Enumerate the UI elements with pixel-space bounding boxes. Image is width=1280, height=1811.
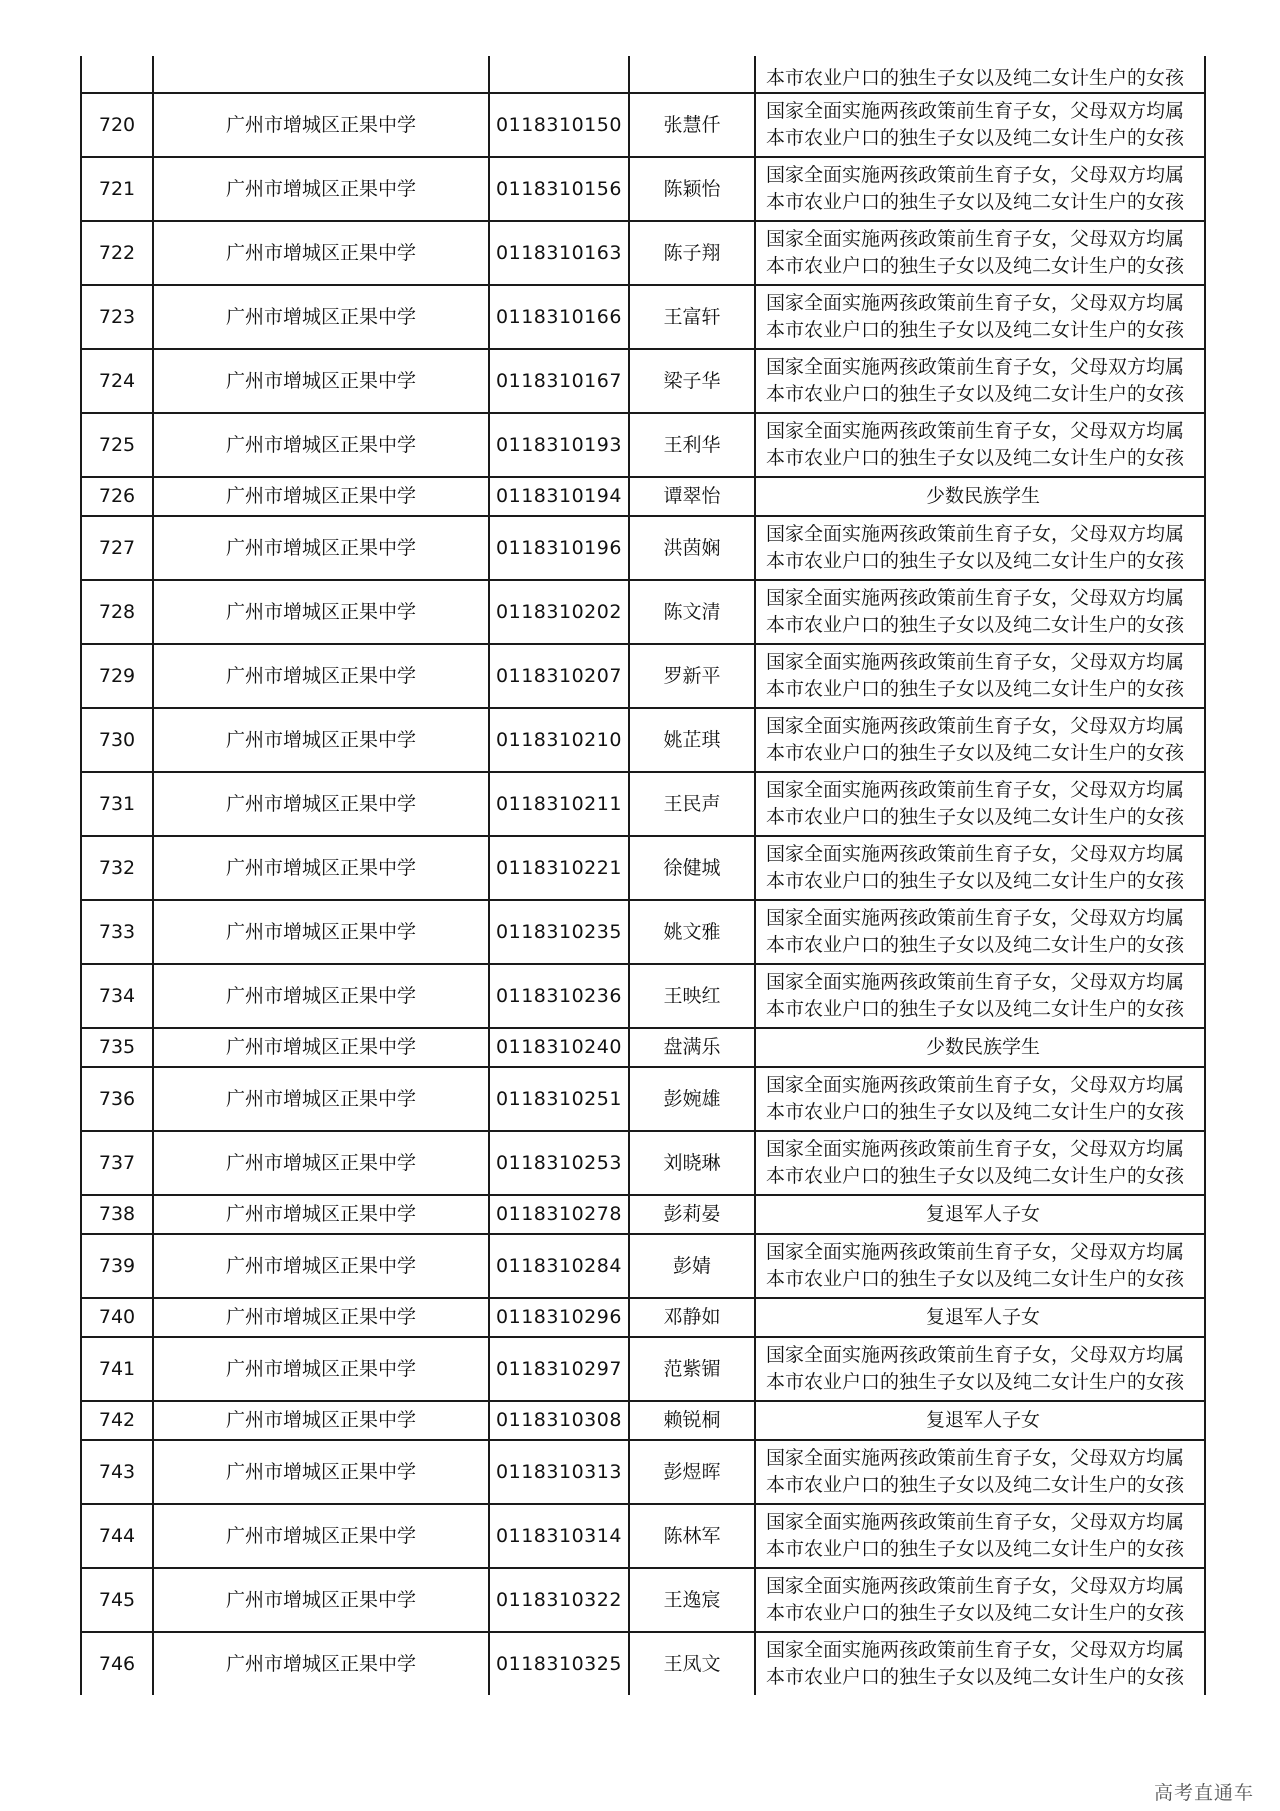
cell-student-id: 0118310240 — [489, 1028, 629, 1067]
cell-name: 邓静如 — [629, 1298, 755, 1337]
category-line: 本市农业户口的独生子女以及纯二女计生户的女孩 — [766, 1101, 1185, 1123]
table-row — [81, 413, 1205, 477]
cell-school: 广州市增城区正果中学 — [153, 413, 489, 477]
cell-number: 741 — [81, 1337, 153, 1401]
category-line: 本市农业户口的独生子女以及纯二女计生户的女孩 — [766, 678, 1185, 700]
cell-name: 赖锐桐 — [629, 1401, 755, 1440]
table-row — [81, 1632, 1205, 1695]
cell-name: 王利华 — [629, 413, 755, 477]
cell-name: 王逸宸 — [629, 1568, 755, 1632]
category-line: 国家全面实施两孩政策前生育子女，父母双方均属 — [766, 356, 1185, 378]
cell-number — [81, 56, 153, 93]
category-line: 本市农业户口的独生子女以及纯二女计生户的女孩 — [766, 870, 1185, 892]
cell-student-id: 0118310313 — [489, 1440, 629, 1504]
cell-category — [755, 516, 1205, 580]
table-row — [81, 477, 1205, 516]
cell-number: 724 — [81, 349, 153, 413]
table-row — [81, 836, 1205, 900]
cell-name: 谭翠怡 — [629, 477, 755, 516]
cell-number: 734 — [81, 964, 153, 1028]
cell-name: 彭婧 — [629, 1234, 755, 1298]
cell-school: 广州市增城区正果中学 — [153, 1440, 489, 1504]
cell-name: 彭莉晏 — [629, 1195, 755, 1234]
cell-name: 王民声 — [629, 772, 755, 836]
cell-category — [755, 56, 1205, 93]
table-row — [81, 1568, 1205, 1632]
cell-student-id: 0118310284 — [489, 1234, 629, 1298]
cell-category — [755, 1028, 1205, 1067]
category-line: 国家全面实施两孩政策前生育子女，父母双方均属 — [766, 1241, 1185, 1263]
table-row — [81, 285, 1205, 349]
cell-category — [755, 836, 1205, 900]
cell-student-id: 0118310207 — [489, 644, 629, 708]
cell-name: 王富轩 — [629, 285, 755, 349]
cell-student-id: 0118310196 — [489, 516, 629, 580]
category-line: 国家全面实施两孩政策前生育子女，父母双方均属 — [766, 651, 1185, 673]
cell-number: 742 — [81, 1401, 153, 1440]
cell-name: 陈林军 — [629, 1504, 755, 1568]
cell-number: 738 — [81, 1195, 153, 1234]
cell-school: 广州市增城区正果中学 — [153, 1298, 489, 1337]
cell-category — [755, 1632, 1205, 1695]
cell-number: 740 — [81, 1298, 153, 1337]
cell-school: 广州市增城区正果中学 — [153, 1234, 489, 1298]
category-line: 国家全面实施两孩政策前生育子女，父母双方均属 — [766, 779, 1185, 801]
cell-name: 陈文清 — [629, 580, 755, 644]
table-row — [81, 964, 1205, 1028]
cell-number: 723 — [81, 285, 153, 349]
cell-number: 735 — [81, 1028, 153, 1067]
cell-number: 736 — [81, 1067, 153, 1131]
category-line: 本市农业户口的独生子女以及纯二女计生户的女孩 — [766, 1602, 1185, 1624]
table-row — [81, 1234, 1205, 1298]
table-body — [81, 56, 1205, 1695]
category-line: 国家全面实施两孩政策前生育子女，父母双方均属 — [766, 1639, 1185, 1661]
category-line: 本市农业户口的独生子女以及纯二女计生户的女孩 — [766, 806, 1185, 828]
cell-name: 姚文雅 — [629, 900, 755, 964]
cell-student-id: 0118310221 — [489, 836, 629, 900]
cell-school: 广州市增城区正果中学 — [153, 93, 489, 157]
cell-category — [755, 964, 1205, 1028]
cell-number: 721 — [81, 157, 153, 221]
cell-category — [755, 1067, 1205, 1131]
cell-name: 罗新平 — [629, 644, 755, 708]
cell-number: 745 — [81, 1568, 153, 1632]
cell-category — [755, 477, 1205, 516]
table-row — [81, 157, 1205, 221]
cell-number: 730 — [81, 708, 153, 772]
category-line: 本市农业户口的独生子女以及纯二女计生户的女孩 — [766, 255, 1185, 277]
cell-student-id: 0118310314 — [489, 1504, 629, 1568]
cell-name: 范紫镅 — [629, 1337, 755, 1401]
category-line: 国家全面实施两孩政策前生育子女，父母双方均属 — [766, 907, 1185, 929]
cell-category — [755, 93, 1205, 157]
cell-number: 746 — [81, 1632, 153, 1695]
category-line: 本市农业户口的独生子女以及纯二女计生户的女孩 — [766, 550, 1185, 572]
category-line: 国家全面实施两孩政策前生育子女，父母双方均属 — [766, 100, 1185, 122]
cell-number: 729 — [81, 644, 153, 708]
cell-number: 732 — [81, 836, 153, 900]
cell-student-id: 0118310194 — [489, 477, 629, 516]
category-line: 本市农业户口的独生子女以及纯二女计生户的女孩 — [766, 1371, 1185, 1393]
watermark-text: 高考直通车 — [1153, 1782, 1254, 1804]
cell-number: 731 — [81, 772, 153, 836]
table-row — [81, 1195, 1205, 1234]
table-row — [81, 349, 1205, 413]
table-row — [81, 1028, 1205, 1067]
cell-number: 726 — [81, 477, 153, 516]
cell-student-id: 0118310278 — [489, 1195, 629, 1234]
partial-table-row — [81, 56, 1205, 93]
category-line: 本市农业户口的独生子女以及纯二女计生户的女孩 — [766, 1538, 1185, 1560]
cell-school: 广州市增城区正果中学 — [153, 157, 489, 221]
cell-number: 733 — [81, 900, 153, 964]
cell-school: 广州市增城区正果中学 — [153, 708, 489, 772]
cell-school: 广州市增城区正果中学 — [153, 1337, 489, 1401]
cell-category — [755, 413, 1205, 477]
cell-name — [629, 56, 755, 93]
cell-school — [153, 56, 489, 93]
category-line: 本市农业户口的独生子女以及纯二女计生户的女孩 — [766, 1165, 1185, 1187]
cell-category — [755, 772, 1205, 836]
category-line: 本市农业户口的独生子女以及纯二女计生户的女孩 — [766, 1474, 1185, 1496]
cell-name: 盘满乐 — [629, 1028, 755, 1067]
category-line: 本市农业户口的独生子女以及纯二女计生户的女孩 — [766, 383, 1185, 405]
table-row — [81, 1067, 1205, 1131]
category-line: 本市农业户口的独生子女以及纯二女计生户的女孩 — [766, 742, 1185, 764]
cell-student-id: 0118310308 — [489, 1401, 629, 1440]
category-line: 本市农业户口的独生子女以及纯二女计生户的女孩 — [766, 447, 1185, 469]
cell-category — [755, 1195, 1205, 1234]
cell-category — [755, 157, 1205, 221]
cell-student-id: 0118310166 — [489, 285, 629, 349]
cell-category — [755, 1131, 1205, 1195]
category-line: 国家全面实施两孩政策前生育子女，父母双方均属 — [766, 228, 1185, 250]
cell-category — [755, 708, 1205, 772]
cell-student-id: 0118310251 — [489, 1067, 629, 1131]
cell-name: 姚芷琪 — [629, 708, 755, 772]
cell-school: 广州市增城区正果中学 — [153, 900, 489, 964]
cell-category — [755, 285, 1205, 349]
cell-category — [755, 1504, 1205, 1568]
category-line: 国家全面实施两孩政策前生育子女，父母双方均属 — [766, 1138, 1185, 1160]
cell-school: 广州市增城区正果中学 — [153, 644, 489, 708]
cell-school: 广州市增城区正果中学 — [153, 1401, 489, 1440]
category-line: 国家全面实施两孩政策前生育子女，父母双方均属 — [766, 1575, 1185, 1597]
cell-category — [755, 349, 1205, 413]
cell-name: 洪茵娴 — [629, 516, 755, 580]
cell-number: 722 — [81, 221, 153, 285]
cell-category — [755, 1337, 1205, 1401]
student-table — [80, 56, 1206, 1695]
cell-school: 广州市增城区正果中学 — [153, 1028, 489, 1067]
cell-student-id: 0118310156 — [489, 157, 629, 221]
cell-school: 广州市增城区正果中学 — [153, 516, 489, 580]
category-line: 本市农业户口的独生子女以及纯二女计生户的女孩 — [766, 934, 1185, 956]
cell-name: 徐健城 — [629, 836, 755, 900]
cell-category — [755, 580, 1205, 644]
category-line: 少数民族学生 — [925, 1036, 1040, 1058]
cell-school: 广州市增城区正果中学 — [153, 580, 489, 644]
category-line: 复退军人子女 — [925, 1203, 1040, 1225]
category-line: 本市农业户口的独生子女以及纯二女计生户的女孩 — [766, 1268, 1185, 1290]
cell-student-id: 0118310163 — [489, 221, 629, 285]
cell-school: 广州市增城区正果中学 — [153, 772, 489, 836]
cell-student-id: 0118310193 — [489, 413, 629, 477]
cell-category — [755, 1401, 1205, 1440]
category-line: 国家全面实施两孩政策前生育子女，父母双方均属 — [766, 292, 1185, 314]
category-line: 国家全面实施两孩政策前生育子女，父母双方均属 — [766, 1074, 1185, 1096]
table-row — [81, 221, 1205, 285]
cell-student-id — [489, 56, 629, 93]
category-line: 国家全面实施两孩政策前生育子女，父母双方均属 — [766, 715, 1185, 737]
cell-category — [755, 221, 1205, 285]
table-row — [81, 1440, 1205, 1504]
cell-school: 广州市增城区正果中学 — [153, 285, 489, 349]
cell-school: 广州市增城区正果中学 — [153, 1067, 489, 1131]
category-line: 国家全面实施两孩政策前生育子女，父母双方均属 — [766, 523, 1185, 545]
cell-school: 广州市增城区正果中学 — [153, 1504, 489, 1568]
table-row — [81, 516, 1205, 580]
cell-school: 广州市增城区正果中学 — [153, 221, 489, 285]
table-row — [81, 772, 1205, 836]
table-row — [81, 1401, 1205, 1440]
cell-name: 陈颖怡 — [629, 157, 755, 221]
cell-number: 720 — [81, 93, 153, 157]
cell-name: 陈子翔 — [629, 221, 755, 285]
cell-student-id: 0118310210 — [489, 708, 629, 772]
category-line: 复退军人子女 — [925, 1409, 1040, 1431]
table-row — [81, 1504, 1205, 1568]
cell-number: 737 — [81, 1131, 153, 1195]
category-line: 本市农业户口的独生子女以及纯二女计生户的女孩 — [766, 319, 1185, 341]
cell-student-id: 0118310235 — [489, 900, 629, 964]
cell-category — [755, 644, 1205, 708]
cell-category — [755, 1234, 1205, 1298]
category-line: 国家全面实施两孩政策前生育子女，父母双方均属 — [766, 1511, 1185, 1533]
category-line: 国家全面实施两孩政策前生育子女，父母双方均属 — [766, 420, 1185, 442]
cell-student-id: 0118310297 — [489, 1337, 629, 1401]
cell-school: 广州市增城区正果中学 — [153, 1131, 489, 1195]
cell-number: 725 — [81, 413, 153, 477]
cell-name: 张慧仟 — [629, 93, 755, 157]
cell-name: 彭煜晖 — [629, 1440, 755, 1504]
cell-school: 广州市增城区正果中学 — [153, 1195, 489, 1234]
category-line: 本市农业户口的独生子女以及纯二女计生户的女孩 — [766, 1666, 1185, 1688]
cell-school: 广州市增城区正果中学 — [153, 477, 489, 516]
cell-number: 728 — [81, 580, 153, 644]
table-row — [81, 93, 1205, 157]
cell-student-id: 0118310211 — [489, 772, 629, 836]
category-line: 国家全面实施两孩政策前生育子女，父母双方均属 — [766, 971, 1185, 993]
category-line: 本市农业户口的独生子女以及纯二女计生户的女孩 — [766, 67, 1185, 89]
cell-category — [755, 1298, 1205, 1337]
table-row — [81, 580, 1205, 644]
cell-category — [755, 1568, 1205, 1632]
category-line: 国家全面实施两孩政策前生育子女，父母双方均属 — [766, 843, 1185, 865]
cell-name: 梁子华 — [629, 349, 755, 413]
category-line: 本市农业户口的独生子女以及纯二女计生户的女孩 — [766, 127, 1185, 149]
cell-student-id: 0118310236 — [489, 964, 629, 1028]
category-line: 复退军人子女 — [925, 1306, 1040, 1328]
category-line: 国家全面实施两孩政策前生育子女，父母双方均属 — [766, 1344, 1185, 1366]
table-row — [81, 708, 1205, 772]
cell-student-id: 0118310322 — [489, 1568, 629, 1632]
cell-student-id: 0118310325 — [489, 1632, 629, 1695]
cell-number: 744 — [81, 1504, 153, 1568]
table-row — [81, 1337, 1205, 1401]
category-line: 国家全面实施两孩政策前生育子女，父母双方均属 — [766, 587, 1185, 609]
cell-name: 刘晓琳 — [629, 1131, 755, 1195]
table-row — [81, 644, 1205, 708]
cell-name: 王凤文 — [629, 1632, 755, 1695]
category-line: 国家全面实施两孩政策前生育子女，父母双方均属 — [766, 164, 1185, 186]
cell-category — [755, 1440, 1205, 1504]
cell-name: 王映红 — [629, 964, 755, 1028]
cell-school: 广州市增城区正果中学 — [153, 1568, 489, 1632]
cell-school: 广州市增城区正果中学 — [153, 836, 489, 900]
cell-student-id: 0118310167 — [489, 349, 629, 413]
cell-student-id: 0118310202 — [489, 580, 629, 644]
cell-school: 广州市增城区正果中学 — [153, 964, 489, 1028]
category-line: 本市农业户口的独生子女以及纯二女计生户的女孩 — [766, 998, 1185, 1020]
cell-student-id: 0118310296 — [489, 1298, 629, 1337]
cell-number: 739 — [81, 1234, 153, 1298]
table-row — [81, 900, 1205, 964]
cell-school: 广州市增城区正果中学 — [153, 349, 489, 413]
cell-student-id: 0118310253 — [489, 1131, 629, 1195]
category-line: 国家全面实施两孩政策前生育子女，父母双方均属 — [766, 1447, 1185, 1469]
cell-category — [755, 900, 1205, 964]
table-row — [81, 1131, 1205, 1195]
cell-number: 727 — [81, 516, 153, 580]
cell-name: 彭婉雄 — [629, 1067, 755, 1131]
category-line: 本市农业户口的独生子女以及纯二女计生户的女孩 — [766, 614, 1185, 636]
table-row — [81, 1298, 1205, 1337]
category-line: 本市农业户口的独生子女以及纯二女计生户的女孩 — [766, 191, 1185, 213]
cell-school: 广州市增城区正果中学 — [153, 1632, 489, 1695]
document-page — [80, 56, 1204, 1695]
category-line: 少数民族学生 — [925, 485, 1040, 507]
cell-number: 743 — [81, 1440, 153, 1504]
cell-student-id: 0118310150 — [489, 93, 629, 157]
